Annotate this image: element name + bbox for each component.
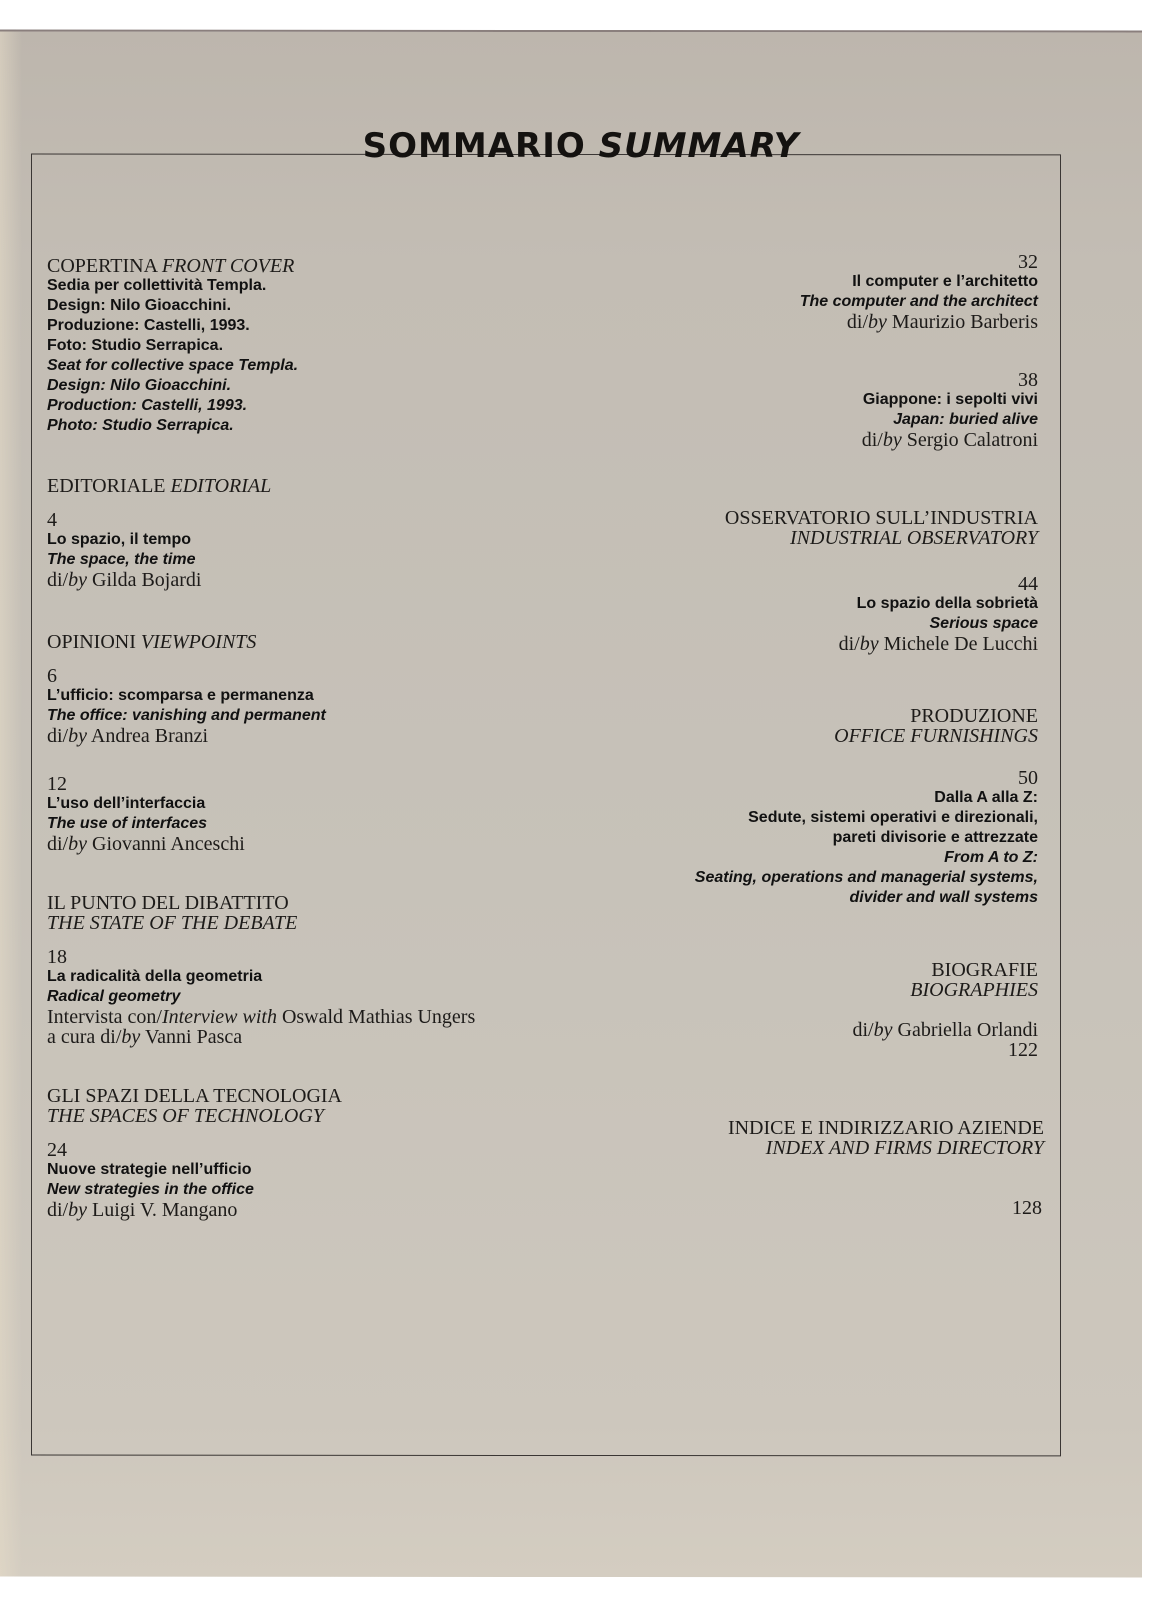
- section-production: [695, 706, 1038, 908]
- article-title-en: The office: vanishing and permanent: [47, 707, 326, 724]
- byline: di/by Gabriella Orlandi: [852, 1019, 1038, 1041]
- toc-entry[interactable]: [800, 252, 1038, 332]
- section-viewpoints: [47, 632, 326, 854]
- article-title-it: L’ufficio: scomparsa e permanenza: [47, 687, 314, 704]
- article-title-it: L’uso dell’interfaccia: [47, 795, 206, 812]
- section-heading-it: GLI SPAZI DELLA TECNOLOGIA: [47, 1085, 342, 1107]
- title-italian: SOMMARIO: [362, 126, 586, 166]
- section-heading-en: INDEX AND FIRMS DIRECTORY: [765, 1137, 1044, 1159]
- page-number: 32: [1018, 251, 1038, 273]
- toc-entry[interactable]: [862, 370, 1038, 450]
- article-line-en: From A to Z:: [944, 849, 1038, 866]
- cover-line: Sedia per collettività Templa.: [47, 277, 267, 294]
- toc-entry[interactable]: [695, 768, 1038, 908]
- page-number: 122: [1008, 1039, 1038, 1061]
- page-title: [0, 126, 1162, 166]
- byline: di/by Andrea Branzi: [47, 725, 209, 747]
- byline: di/by Gilda Bojardi: [47, 569, 202, 591]
- byline: di/by Michele De Lucchi: [838, 633, 1038, 655]
- article-title-en: New strategies in the office: [47, 1181, 254, 1198]
- toc-entry[interactable]: [47, 947, 475, 1047]
- cover-label-it: COPERTINA: [47, 255, 157, 277]
- cover-label-en: FRONT COVER: [161, 255, 295, 277]
- section-editorial: [47, 476, 271, 590]
- section-heading-it: IL PUNTO DEL DIBATTITO: [47, 892, 289, 914]
- page-number: 12: [47, 773, 67, 795]
- toc-entry[interactable]: [47, 666, 326, 746]
- interview-line: Intervista con/Interview with Oswald Mathias Ungers: [47, 1006, 476, 1028]
- article-title-it: Nuove strategie nell’ufficio: [47, 1161, 252, 1178]
- cover-section: [47, 256, 298, 436]
- article-title-it: Lo spazio, il tempo: [47, 531, 192, 548]
- article-title-it: Giappone: i sepolti vivi: [862, 391, 1038, 408]
- article-line-en: Seating, operations and managerial systems,: [694, 869, 1038, 886]
- section-heading-en: INDUSTRIAL OBSERVATORY: [790, 527, 1038, 549]
- article-title-en: Japan: buried alive: [893, 411, 1038, 428]
- cover-line-en: Production: Castelli, 1993.: [47, 397, 248, 414]
- byline: di/by Giovanni Anceschi: [47, 833, 245, 855]
- section-heading-en: BIOGRAPHIES: [910, 979, 1038, 1001]
- cover-line: Foto: Studio Serrapica.: [47, 337, 224, 354]
- section-heading-en: THE STATE OF THE DEBATE: [47, 912, 298, 934]
- byline: di/by Maurizio Barberis: [846, 311, 1038, 333]
- toc-entry[interactable]: [725, 574, 1038, 654]
- page-number: 18: [47, 946, 67, 968]
- title-english: SUMMARY: [598, 126, 800, 166]
- page-number: 44: [1018, 573, 1038, 595]
- section-biographies[interactable]: [852, 960, 1038, 1060]
- section-heading-it: INDICE E INDIRIZZARIO AZIENDE: [727, 1117, 1044, 1139]
- toc-entry[interactable]: [47, 774, 326, 854]
- section-heading-it: BIOGRAFIE: [931, 959, 1038, 981]
- byline: di/by Luigi V. Mangano: [47, 1199, 238, 1221]
- section-heading-it: OSSERVATORIO SULL’INDUSTRIA: [724, 507, 1038, 529]
- cover-line: Produzione: Castelli, 1993.: [47, 317, 250, 334]
- section-industry: [725, 508, 1038, 654]
- page-number: 38: [1018, 369, 1038, 391]
- article-line-it: Dalla A alla Z:: [934, 789, 1038, 806]
- article-title-en: The space, the time: [47, 551, 196, 568]
- section-index[interactable]: [728, 1118, 1044, 1218]
- article-title-en: Serious space: [929, 615, 1038, 632]
- page-number: 24: [47, 1139, 67, 1161]
- article-title-en: The computer and the architect: [799, 293, 1038, 310]
- cover-line-en: Photo: Studio Serrapica.: [47, 417, 234, 434]
- section-heading-it: PRODUZIONE: [910, 705, 1038, 727]
- article-line-it: Sedute, sistemi operativi e direzionali,: [748, 809, 1038, 826]
- section-heading-en: THE SPACES OF TECHNOLOGY: [47, 1105, 324, 1127]
- article-line-it: pareti divisorie e attrezzate: [832, 829, 1038, 846]
- byline: di/by Sergio Calatroni: [861, 429, 1038, 451]
- section-technology: [47, 1086, 342, 1220]
- section-heading: EDITORIALE EDITORIAL: [47, 475, 272, 497]
- cover-line-en: Design: Nilo Gioacchini.: [47, 377, 232, 394]
- toc-entry[interactable]: [47, 1140, 342, 1220]
- article-line-en: divider and wall systems: [849, 889, 1038, 906]
- page-number: 50: [1018, 767, 1038, 789]
- cover-line-en: Seat for collective space Templa.: [47, 357, 299, 374]
- section-heading-en: OFFICE FURNISHINGS: [834, 725, 1038, 747]
- toc-entry[interactable]: [47, 510, 271, 590]
- cover-line: Design: Nilo Gioacchini.: [47, 297, 232, 314]
- section-heading: OPINIONI VIEWPOINTS: [47, 631, 257, 653]
- article-title-it: La radicalità della geometria: [47, 968, 263, 985]
- byline: a cura di/by Vanni Pasca: [47, 1026, 243, 1048]
- page-number: 128: [1012, 1197, 1042, 1219]
- article-title-it: Il computer e l’architetto: [852, 273, 1038, 290]
- section-debate: [47, 893, 475, 1047]
- page-number: 6: [47, 665, 57, 687]
- article-title-en: Radical geometry: [47, 988, 181, 1005]
- article-title-it: Lo spazio della sobrietà: [856, 595, 1038, 612]
- article-title-en: The use of interfaces: [47, 815, 208, 832]
- page-number: 4: [47, 509, 57, 531]
